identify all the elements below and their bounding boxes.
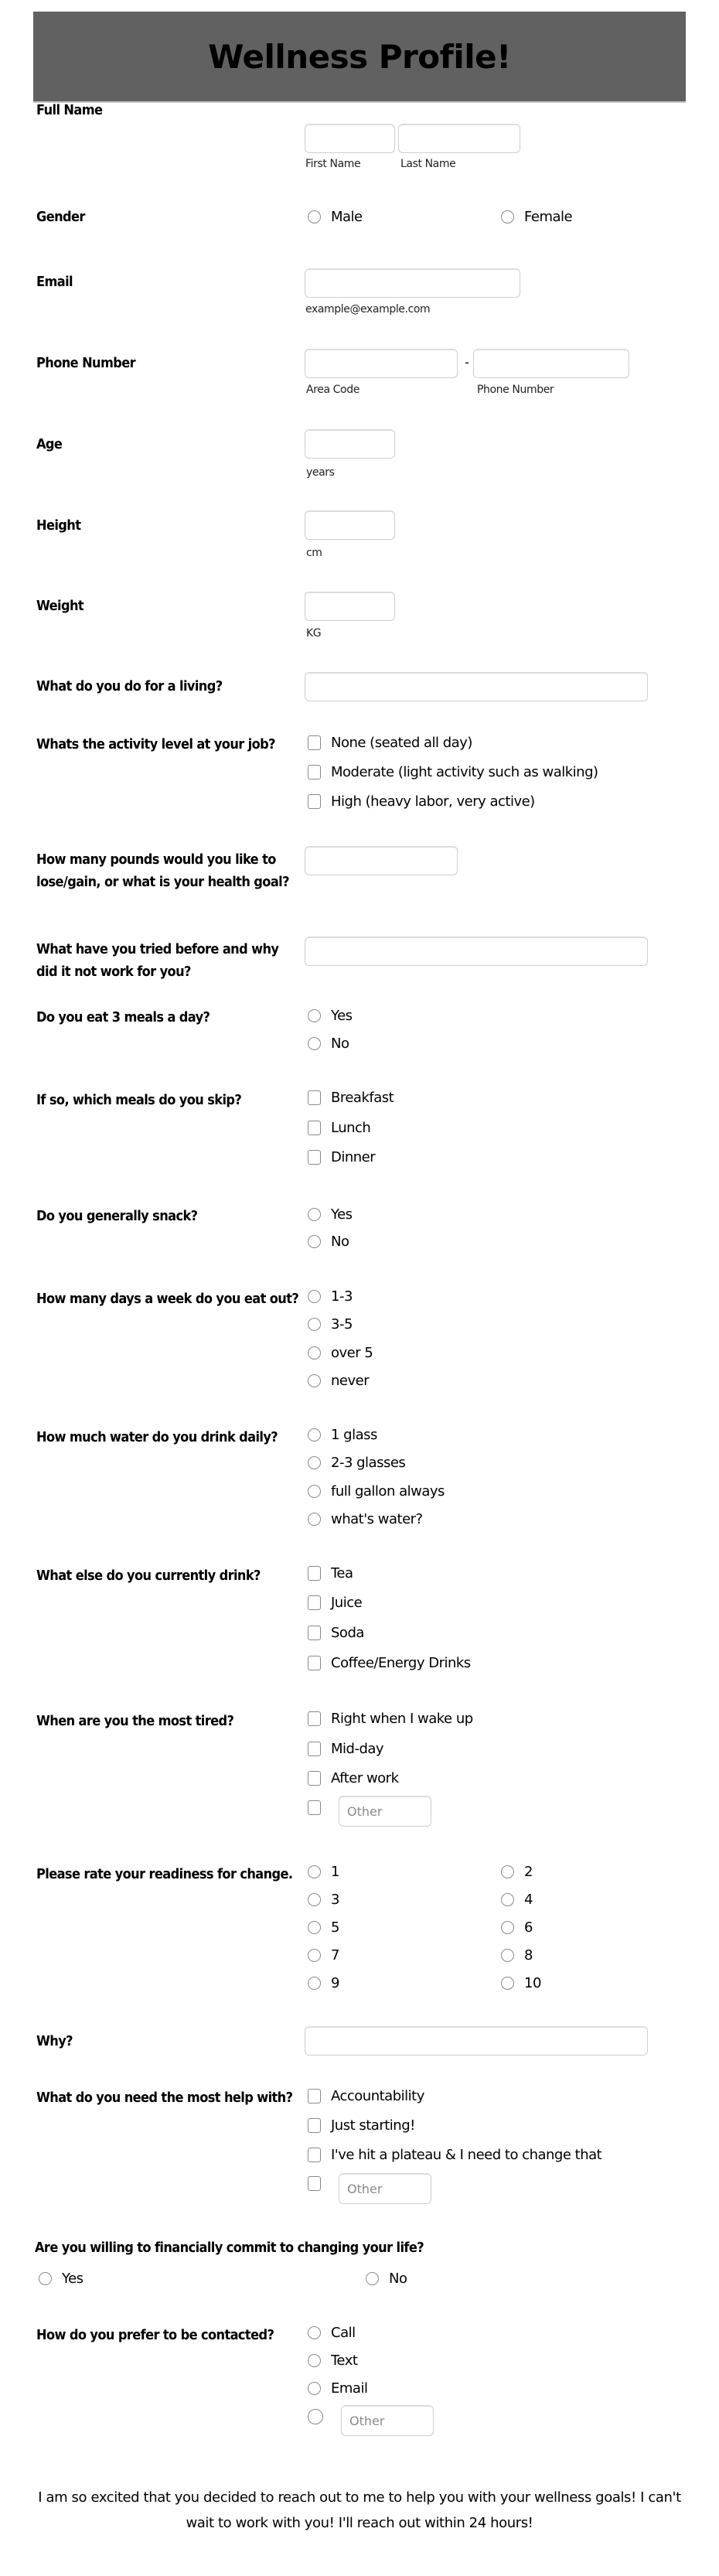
skip-option-dinner[interactable]: Dinner bbox=[308, 1148, 375, 1166]
radio-icon[interactable] bbox=[308, 1456, 321, 1469]
contact-preference-label: How do you prefer to be contacted? bbox=[36, 2327, 274, 2343]
checkbox-icon[interactable] bbox=[308, 794, 321, 809]
skip-meals-label: If so, which meals do you skip? bbox=[36, 1092, 242, 1108]
readiness-option-1[interactable]: 1 bbox=[308, 1862, 339, 1881]
last-name-sublabel: Last Name bbox=[400, 158, 456, 170]
area-code-input[interactable] bbox=[305, 349, 458, 378]
three-meals-label: Do you eat 3 meals a day? bbox=[36, 1009, 210, 1025]
tried-before-input[interactable] bbox=[305, 937, 648, 966]
closing-message: I am so excited that you decided to reach out to me to help you with your wellness goals! I can't wait to work with you! I'll reach out within 24 hours! bbox=[38, 2489, 681, 2531]
radio-icon[interactable] bbox=[308, 1977, 321, 1990]
drink-option-soda[interactable]: Soda bbox=[308, 1623, 364, 1642]
full-name-label: Full Name bbox=[36, 102, 103, 118]
checkbox-icon[interactable] bbox=[308, 1595, 321, 1610]
drink-option-coffee[interactable]: Coffee/Energy Drinks bbox=[308, 1653, 471, 1672]
help-option-accountability[interactable]: Accountability bbox=[308, 2086, 424, 2105]
checkbox-icon[interactable] bbox=[308, 1800, 321, 1815]
radio-icon[interactable] bbox=[308, 2382, 321, 2395]
three-meals-option-yes[interactable]: Yes bbox=[308, 1006, 353, 1025]
activity-option-high[interactable]: High (heavy labor, very active) bbox=[308, 792, 535, 810]
tired-option-other[interactable] bbox=[308, 1796, 431, 1827]
radio-icon[interactable] bbox=[308, 1208, 321, 1221]
tried-before-label: What have you tried before and why did it not work for you? bbox=[36, 941, 279, 980]
readiness-option-5[interactable]: 5 bbox=[308, 1918, 339, 1936]
email-sublabel: example@example.com bbox=[305, 303, 431, 316]
radio-icon[interactable] bbox=[308, 1428, 321, 1442]
water-option-4[interactable]: what's water? bbox=[308, 1510, 423, 1528]
checkbox-icon[interactable] bbox=[308, 2176, 321, 2191]
water-option-2[interactable]: 2-3 glasses bbox=[308, 1453, 405, 1472]
readiness-option-2[interactable]: 2 bbox=[501, 1862, 533, 1881]
checkbox-icon[interactable] bbox=[308, 2118, 321, 2133]
checkbox-icon[interactable] bbox=[308, 2148, 321, 2162]
contact-other-input[interactable] bbox=[341, 2405, 434, 2436]
checkbox-icon[interactable] bbox=[308, 1742, 321, 1756]
readiness-option-9[interactable]: 9 bbox=[308, 1974, 339, 1992]
contact-option-email[interactable]: Email bbox=[308, 2379, 367, 2397]
eat-out-option-1[interactable]: 1-3 bbox=[308, 1287, 353, 1305]
phone-label: Phone Number bbox=[36, 355, 136, 371]
radio-icon[interactable] bbox=[308, 1921, 321, 1934]
checkbox-icon[interactable] bbox=[308, 1121, 321, 1135]
radio-icon[interactable] bbox=[366, 2272, 379, 2285]
radio-icon[interactable] bbox=[308, 1374, 321, 1387]
health-goal-input[interactable] bbox=[305, 846, 458, 875]
checkbox-icon[interactable] bbox=[308, 1711, 321, 1726]
skip-option-lunch[interactable]: Lunch bbox=[308, 1118, 370, 1137]
drink-option-juice[interactable]: Juice bbox=[308, 1593, 362, 1612]
radio-icon[interactable] bbox=[308, 1949, 321, 1962]
gender-option-male[interactable]: Male bbox=[308, 207, 363, 226]
radio-icon[interactable] bbox=[501, 1949, 514, 1962]
radio-icon[interactable] bbox=[308, 1235, 321, 1248]
water-label: How much water do you drink daily? bbox=[36, 1429, 278, 1445]
area-code-sublabel: Area Code bbox=[306, 384, 360, 396]
readiness-option-10[interactable]: 10 bbox=[501, 1974, 541, 1992]
water-option-1[interactable]: 1 glass bbox=[308, 1425, 377, 1444]
drink-option-tea[interactable]: Tea bbox=[308, 1564, 353, 1582]
tired-option-after-work[interactable]: After work bbox=[308, 1769, 399, 1787]
first-name-sublabel: First Name bbox=[305, 158, 361, 170]
radio-icon[interactable] bbox=[39, 2272, 52, 2285]
form-header bbox=[33, 12, 686, 103]
radio-icon[interactable] bbox=[308, 1513, 321, 1526]
weight-unit: KG bbox=[306, 627, 322, 640]
radio-icon[interactable] bbox=[501, 1921, 514, 1934]
checkbox-icon[interactable] bbox=[308, 765, 321, 780]
last-name-input[interactable] bbox=[398, 124, 520, 153]
radio-icon[interactable] bbox=[308, 1009, 321, 1022]
help-other-input[interactable] bbox=[339, 2173, 431, 2204]
why-input[interactable] bbox=[305, 2026, 648, 2056]
financial-commit-label: Are you willing to financially commit to changing your life? bbox=[35, 2240, 424, 2256]
contact-option-other[interactable] bbox=[308, 2405, 434, 2436]
height-unit: cm bbox=[306, 547, 322, 559]
contact-option-call[interactable]: Call bbox=[308, 2323, 356, 2342]
checkbox-icon[interactable] bbox=[308, 1150, 321, 1165]
phone-number-sublabel: Phone Number bbox=[477, 384, 554, 396]
radio-icon[interactable] bbox=[308, 2354, 321, 2367]
readiness-option-4[interactable]: 4 bbox=[501, 1890, 533, 1909]
email-input[interactable] bbox=[305, 268, 520, 298]
contact-option-text[interactable]: Text bbox=[308, 2351, 357, 2370]
checkbox-icon[interactable] bbox=[308, 1090, 321, 1105]
eat-out-option-4[interactable]: never bbox=[308, 1371, 369, 1390]
radio-icon[interactable] bbox=[501, 1893, 514, 1906]
readiness-option-7[interactable]: 7 bbox=[308, 1946, 339, 1964]
gender-option-female[interactable]: Female bbox=[501, 207, 572, 226]
occupation-input[interactable] bbox=[305, 672, 648, 701]
age-unit: years bbox=[306, 466, 335, 479]
tired-option-mid-day[interactable]: Mid-day bbox=[308, 1739, 383, 1758]
first-name-input[interactable] bbox=[305, 124, 395, 153]
radio-icon[interactable] bbox=[501, 1865, 514, 1878]
help-option-other[interactable] bbox=[308, 2173, 431, 2204]
age-input[interactable] bbox=[305, 429, 395, 459]
other-drinks-label: What else do you currently drink? bbox=[36, 1568, 261, 1584]
radio-icon[interactable] bbox=[308, 1893, 321, 1906]
height-label: Height bbox=[36, 517, 81, 534]
radio-icon[interactable] bbox=[308, 2409, 323, 2424]
financial-option-yes[interactable]: Yes bbox=[39, 2269, 83, 2288]
snack-option-no[interactable]: No bbox=[308, 1232, 349, 1250]
checkbox-icon[interactable] bbox=[308, 1656, 321, 1670]
checkbox-icon[interactable] bbox=[308, 1566, 321, 1581]
height-input[interactable] bbox=[305, 510, 395, 540]
tired-other-input[interactable] bbox=[339, 1796, 431, 1827]
radio-icon[interactable] bbox=[308, 1346, 321, 1360]
weight-label: Weight bbox=[36, 598, 84, 614]
age-label: Age bbox=[36, 436, 63, 452]
activity-option-moderate[interactable]: Moderate (light activity such as walking) bbox=[308, 763, 598, 781]
readiness-option-6[interactable]: 6 bbox=[501, 1918, 533, 1936]
three-meals-option-no[interactable]: No bbox=[308, 1034, 349, 1053]
email-label: Email bbox=[36, 274, 73, 290]
phone-separator: - bbox=[465, 355, 469, 370]
checkbox-icon[interactable] bbox=[308, 1626, 321, 1640]
help-label: What do you need the most help with? bbox=[36, 2090, 293, 2106]
occupation-label: What do you do for a living? bbox=[36, 678, 223, 694]
activity-option-none[interactable]: None (seated all day) bbox=[308, 733, 472, 752]
checkbox-icon[interactable] bbox=[308, 2089, 321, 2103]
financial-option-no[interactable]: No bbox=[366, 2269, 407, 2288]
snack-option-yes[interactable]: Yes bbox=[308, 1205, 353, 1223]
radio-icon[interactable] bbox=[308, 2326, 321, 2339]
eat-out-label: How many days a week do you eat out? bbox=[36, 1291, 299, 1307]
eat-out-option-2[interactable]: 3-5 bbox=[308, 1315, 353, 1333]
radio-icon[interactable] bbox=[308, 210, 321, 223]
weight-input[interactable] bbox=[305, 592, 395, 621]
water-option-3[interactable]: full gallon always bbox=[308, 1482, 445, 1500]
radio-icon[interactable] bbox=[501, 1977, 514, 1990]
form-title: Wellness Profile! bbox=[208, 37, 511, 76]
radio-icon[interactable] bbox=[308, 1318, 321, 1331]
radio-icon[interactable] bbox=[308, 1485, 321, 1498]
readiness-label: Please rate your readiness for change. bbox=[36, 1866, 293, 1882]
most-tired-label: When are you the most tired? bbox=[36, 1713, 234, 1729]
radio-icon[interactable] bbox=[308, 1290, 321, 1303]
radio-icon[interactable] bbox=[308, 1037, 321, 1050]
skip-option-breakfast[interactable]: Breakfast bbox=[308, 1088, 394, 1107]
activity-label: Whats the activity level at your job? bbox=[36, 736, 275, 752]
checkbox-icon[interactable] bbox=[308, 735, 321, 750]
checkbox-icon[interactable] bbox=[308, 1771, 321, 1786]
phone-number-input[interactable] bbox=[473, 349, 629, 378]
radio-icon[interactable] bbox=[501, 210, 514, 223]
eat-out-option-3[interactable]: over 5 bbox=[308, 1343, 373, 1362]
help-option-plateau[interactable]: I've hit a plateau & I need to change that bbox=[308, 2145, 601, 2164]
why-label: Why? bbox=[36, 2033, 73, 2049]
snack-label: Do you generally snack? bbox=[36, 1208, 198, 1224]
tired-option-wake-up[interactable]: Right when I wake up bbox=[308, 1709, 473, 1728]
health-goal-label: How many pounds would you like to lose/gain, or what is your health goal? bbox=[36, 851, 289, 890]
readiness-option-8[interactable]: 8 bbox=[501, 1946, 533, 1964]
readiness-option-3[interactable]: 3 bbox=[308, 1890, 339, 1909]
help-option-starting[interactable]: Just starting! bbox=[308, 2116, 415, 2134]
gender-label: Gender bbox=[36, 209, 85, 225]
radio-icon[interactable] bbox=[308, 1865, 321, 1878]
